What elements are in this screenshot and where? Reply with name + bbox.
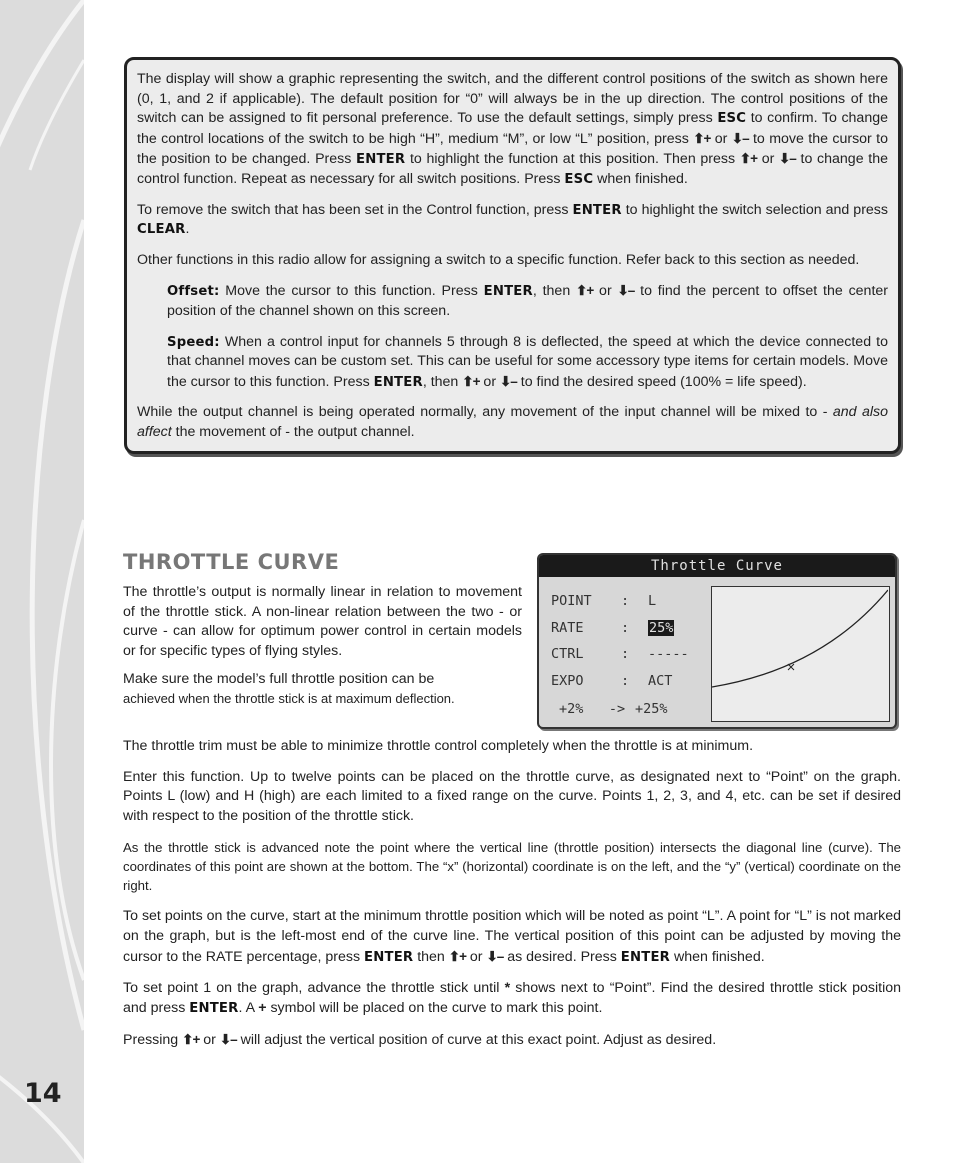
intro-text	[123, 583, 522, 708]
lcd-screen	[537, 553, 897, 729]
lcd-row-point: POINT : L	[551, 593, 657, 609]
throttle-curve-line	[712, 590, 888, 687]
lcd-row-expo: EXPO : ACT	[551, 672, 673, 689]
body-paragraph: The throttle trim must be able to minimize throttle control completely when the throttle is at minimum.	[123, 738, 754, 754]
curve-graph	[711, 586, 890, 722]
lcd-title: Throttle Curve	[539, 555, 895, 577]
lcd-row-ctrl: CTRL : -----	[551, 646, 689, 662]
body-paragraph: As the throttle stick is advanced note the point where the vertical line (throttle position) intersects the diagonal line (curve). The coordinates of this point are shown at the bottom. The “x” (horizontal) coordinate is on the left, and the “y” (vertical) coordinate on the right.	[123, 840, 901, 894]
offset-paragraph: Offset: Move the cursor to this function. Press ENTER, then ⬆+ or ⬇– to find the percent to offset the center position of the channel shown on this screen.	[167, 283, 888, 319]
lcd-row-rate: RATE : 25%	[551, 619, 674, 636]
info-paragraph: The display will show a graphic representing the switch, and the different control positions of the switch as shown here (0, 1, and 2 if applicable). The default position for “0” will always be in the up direction. The control positions of the switch can be assigned to fit personal preference. To use the default settings, simply press ESC to confirm. To change the control locations of the switch to be high “H”, medium “M”, or low “L” position, press ⬆+ or ⬇– to move the cursor to the position to be changed. Press ENTER to highlight the function at this position. Then press ⬆+ or ⬇– to change the control function. Repeat as necessary for all switch positions. Press ESC when finished.	[137, 71, 889, 187]
info-paragraph: To remove the switch that has been set in the Control function, press ENTER to highlight the switch selection and press CLEAR.	[137, 201, 888, 238]
intro-paragraph: The throttle’s output is normally linear in relation to movement of the throttle stick. A non-linear relation between the two - or curve - can allow for optimum power control in certain models or for specific types of flying styles.	[123, 584, 522, 659]
body-paragraph: To set point 1 on the graph, advance the throttle stick until * shows next to “Point”. Find the desired throttle stick position and press ENTER. A + symbol will be placed on the curve to mark this point.	[123, 980, 902, 1016]
body-paragraph: To set points on the curve, start at the minimum throttle position which will be noted as point “L”. A point for “L” is not marked on the graph, but is the left-most end of the curve line. The vertical position of this point can be adjusted by moving the cursor to the RATE percentage, press ENTER then ⬆+ or ⬇– as desired. Press ENTER when finished.	[123, 908, 901, 965]
intro-paragraph: Make sure the model’s full throttle position can be	[123, 671, 435, 688]
info-box	[124, 57, 901, 454]
body-text	[123, 737, 901, 1063]
body-paragraph: Pressing ⬆+ or ⬇– will adjust the vertical position of curve at this exact point. Adjust as desired.	[123, 1032, 717, 1049]
lcd-rows	[551, 593, 689, 699]
intro-paragraph: achieved when the throttle stick is at maximum deflection.	[123, 690, 455, 706]
rate-value-highlight: 25%	[649, 619, 674, 636]
curve-svg	[712, 587, 888, 720]
decorative-sidebar	[0, 0, 84, 1163]
info-paragraph: Other functions in this radio allow for assigning a switch to a specific function. Refer back to this section as needed.	[137, 251, 860, 268]
info-paragraph: While the output channel is being operated normally, any movement of the input channel will be mixed to - and also affect the movement of - the output channel.	[137, 404, 888, 440]
curve-point-marker-icon	[788, 664, 794, 670]
sidebar-arcs	[0, 0, 84, 1163]
speed-paragraph: Speed: When a control input for channels 5 through 8 is deflected, the speed at which the device connected to that channel moves can be custom set. This can be useful for some accessory type items for certain models. Move the cursor to this function. Press ENTER, then ⬆+ or ⬇– to find the desired speed (100% = life speed).	[167, 333, 888, 390]
body-paragraph: Enter this function. Up to twelve points can be placed on the throttle curve, as designated next to “Point” on the graph. Points L (low) and H (high) are each limited to a fixed range on the curve. Points 1, 2, 3, and 4, etc. can be set if desired with respect to the position of the throttle stick.	[123, 768, 901, 824]
section-title: THROTTLE CURVE	[123, 550, 340, 574]
page-number: 14	[24, 1078, 62, 1109]
lcd-footer: +2% -> +25%	[559, 701, 668, 717]
